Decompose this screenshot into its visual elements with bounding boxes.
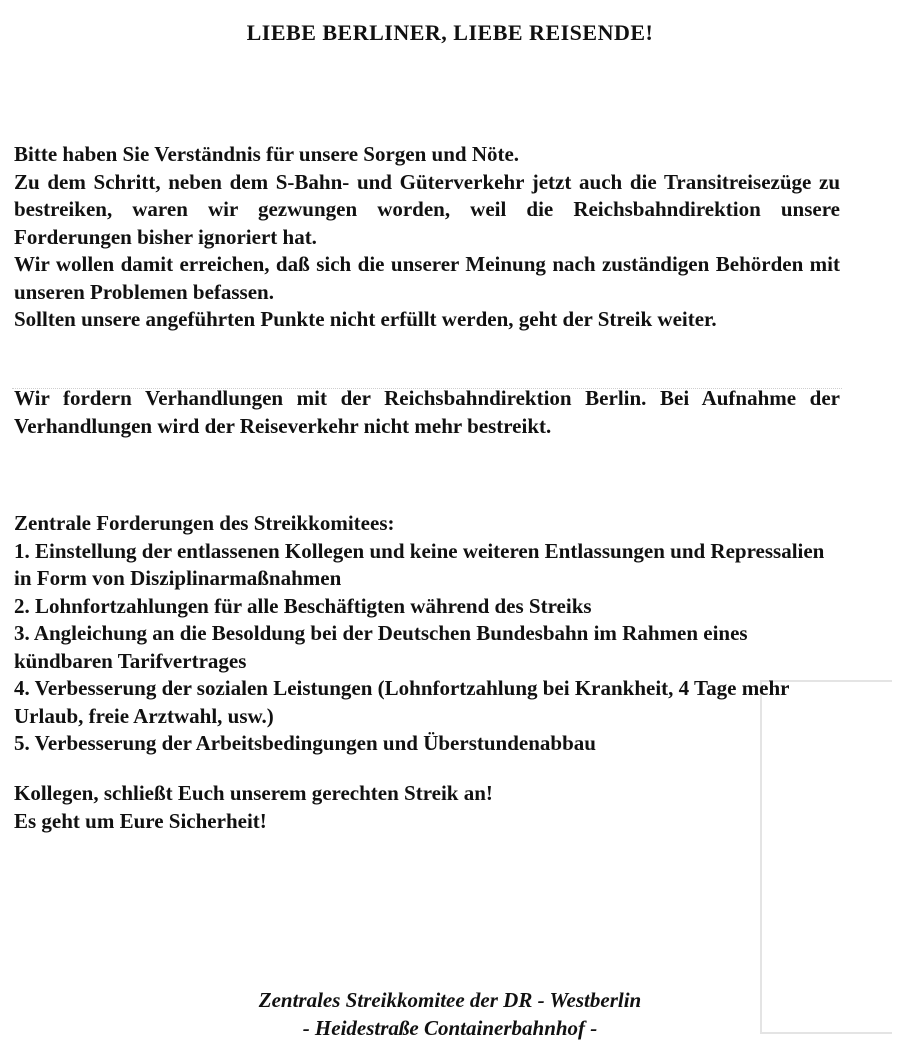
appeal-line-1: Kollegen, schließt Euch unserem gerechten Streik an! (14, 781, 493, 805)
intro-block (14, 141, 840, 334)
signature-line-1: Zentrales Streikkomitee der DR - Westberlin (258, 988, 642, 1012)
demand-item-5: 5. Verbesserung der Arbeitsbedingungen und Überstundenabbau (14, 731, 596, 755)
demands-block (14, 510, 840, 758)
demand-item-1: 1. Einstellung der entlassenen Kollegen und keine weiteren Entlassungen und Repressalien in Form von Disziplinarmaßnahmen (14, 538, 825, 590)
appeal-line-2: Es geht um Eure Sicherheit! (14, 808, 267, 833)
paragraph-understanding: Bitte haben Sie Verständnis für unsere Sorgen und Nöte. (14, 142, 520, 166)
demand-item-4: 4. Verbesserung der sozialen Leistungen (Lohnfortzahlung bei Krankheit, 4 Tage mehr Urlaub, freie Arztwahl, usw.) (14, 676, 790, 728)
leaflet-heading: LIEBE BERLINER, LIEBE REISENDE! (246, 20, 654, 45)
paragraph-goal: Wir wollen damit erreichen, daß sich die unserer Meinung nach zuständigen Behörden mit unseren Problemen befassen. (14, 252, 840, 304)
demand-item-2: 2. Lohnfortzahlungen für alle Beschäftigten während des Streiks (14, 593, 592, 618)
demands-title: Zentrale Forderungen des Streikkomitees: (14, 511, 395, 535)
appeal-block (14, 780, 840, 835)
demand-item-3: 3. Angleichung an die Besoldung bei der Deutschen Bundesbahn im Rahmen eines kündbaren Tarifvertrages (14, 621, 748, 673)
signature-line-2: - Heidestraße Containerbahnhof - (302, 1016, 598, 1040)
paragraph-continuation: Sollten unsere angeführten Punkte nicht erfüllt werden, geht der Streik weiter. (14, 307, 717, 331)
signature-block (0, 986, 900, 1042)
paragraph-reason: Zu dem Schritt, neben dem S-Bahn- und Güterverkehr jetzt auch die Transitreisezüge zu bestreiken, waren wir gezwungen worden, weil die Reichsbahndirektion unsere Forderungen bisher ignoriert hat. (14, 169, 840, 249)
paragraph-negotiation: Wir fordern Verhandlungen mit der Reichsbahndirektion Berlin. Bei Aufnahme der Verhandlungen wird der Reiseverkehr nicht mehr bestreikt. (14, 386, 840, 438)
negotiation-block (14, 385, 840, 440)
